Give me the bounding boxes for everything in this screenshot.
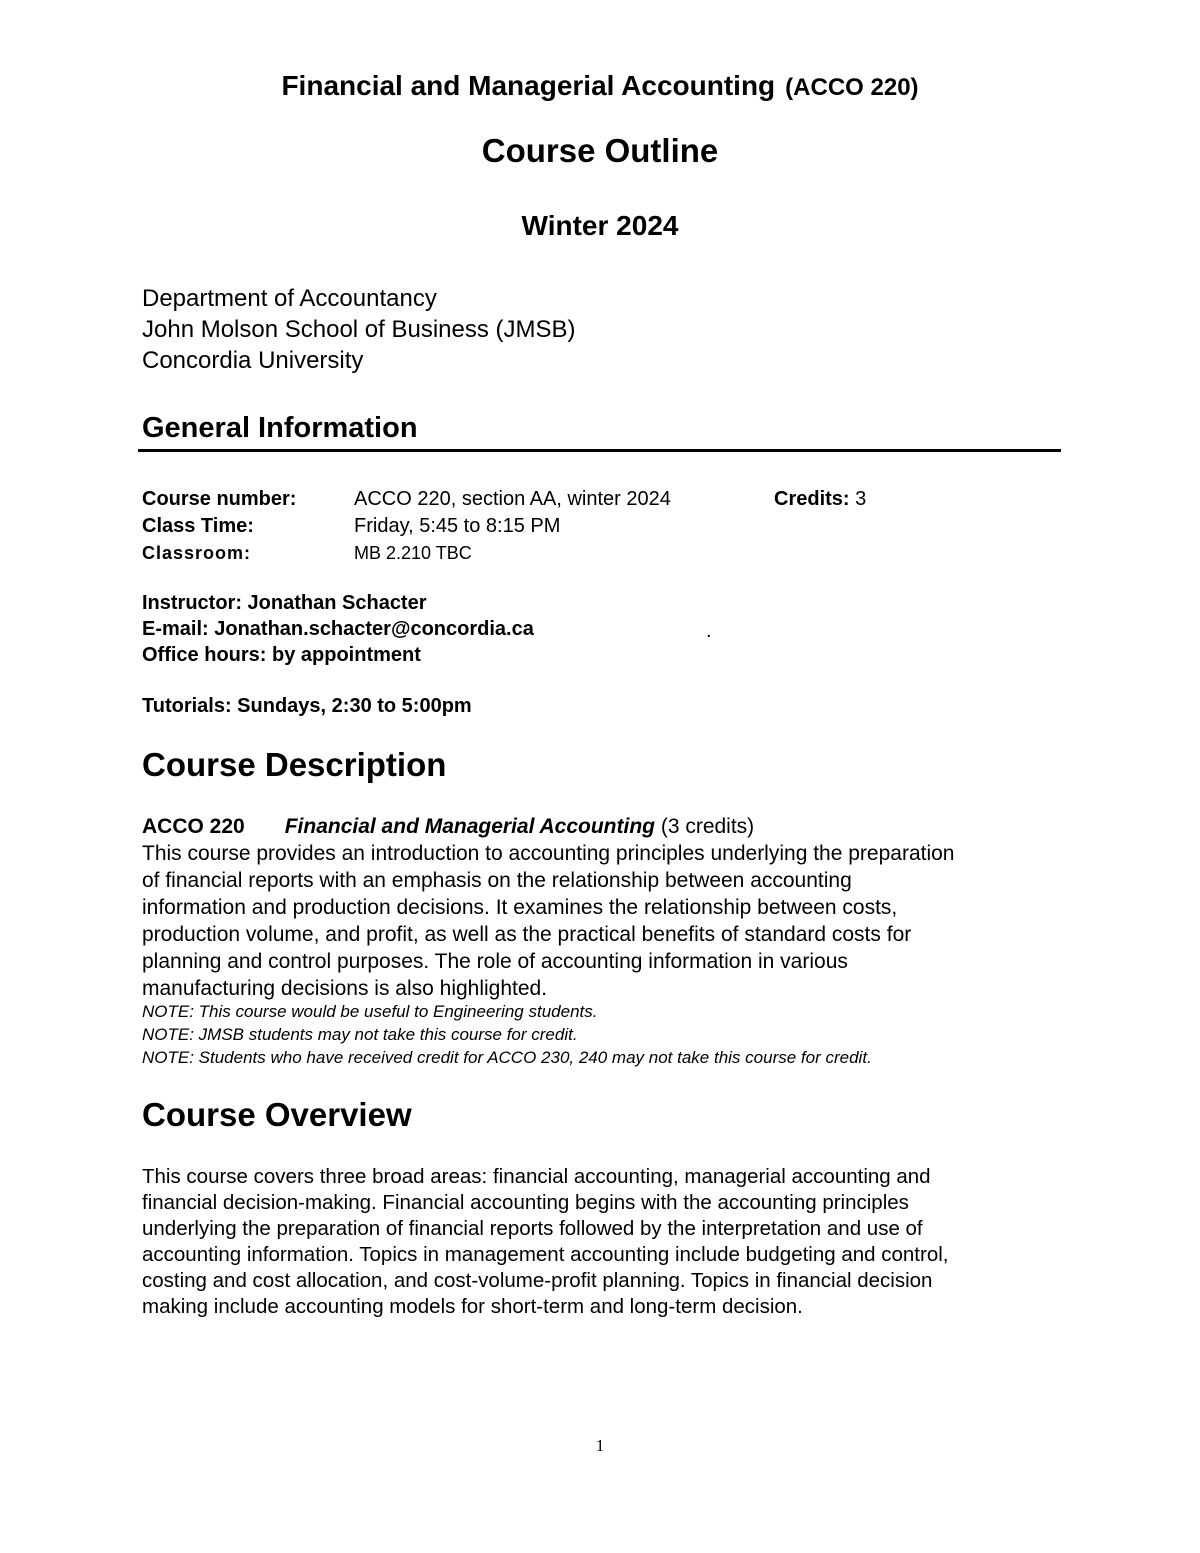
overview-line: financial decision-making. Financial accounting begins with the accounting principles (142, 1191, 909, 1214)
email-line: E-mail: Jonathan.schacter@concordia.ca (142, 618, 534, 640)
general-information-heading: General Information (142, 412, 418, 444)
section-divider (138, 449, 1061, 452)
course-overview-heading: Course Overview (142, 1096, 412, 1133)
course-description-text (142, 840, 1062, 1002)
office-hours-line: Office hours: by appointment (142, 644, 421, 666)
course-description-heading: Course Description (142, 746, 447, 783)
catalog-course-name: Financial and Managerial Accounting (284, 815, 655, 838)
course-code: (ACCO 220) (785, 74, 919, 101)
description-line: information and production decisions. It examines the relationship between costs, (142, 896, 898, 919)
credits-label: Credits: (774, 488, 850, 510)
credits-value: 3 (855, 488, 867, 510)
class-time-label: Class Time: (142, 515, 254, 537)
classroom-value: MB 2.210 TBC (354, 543, 472, 563)
credits-info (774, 488, 866, 511)
course-note: NOTE: This course would be useful to Engineering students. (142, 1002, 598, 1021)
instructor-line: Instructor: Jonathan Schacter (142, 592, 427, 614)
overview-line: This course covers three broad areas: financial accounting, managerial accounting and (142, 1165, 931, 1188)
course-note: NOTE: Students who have received credit for ACCO 230, 240 may not take this course for credit. (142, 1048, 872, 1067)
document-type-heading: Course Outline (481, 132, 719, 169)
overview-line: costing and cost allocation, and cost-volume-profit planning. Topics in financial decision (142, 1269, 933, 1292)
course-title-text: Financial and Managerial Accounting (281, 70, 776, 101)
overview-line: making include accounting models for short-term and long-term decision. (142, 1295, 803, 1318)
university-name: Concordia University (142, 347, 364, 374)
stray-dot: . (706, 620, 712, 642)
school-name: John Molson School of Business (JMSB) (142, 316, 576, 343)
course-note: NOTE: JMSB students may not take this course for credit. (142, 1025, 578, 1044)
course-overview-text (142, 1164, 1062, 1320)
description-line: planning and control purposes. The role of accounting information in various (142, 950, 848, 973)
description-line: This course provides an introduction to accounting principles underlying the preparation (142, 842, 955, 865)
tutorials-line: Tutorials: Sundays, 2:30 to 5:00pm (142, 695, 472, 717)
course-notes (142, 1000, 872, 1069)
description-line: manufacturing decisions is also highlighted. (142, 977, 548, 1000)
course-title (0, 70, 1200, 102)
description-line: production volume, and profit, as well as the practical benefits of standard costs for (142, 923, 912, 946)
course-number-label: Course number: (142, 488, 297, 510)
department-name: Department of Accountancy (142, 285, 437, 312)
overview-line: accounting information. Topics in management accounting include budgeting and control, (142, 1243, 949, 1266)
description-line: of financial reports with an emphasis on the relationship between accounting (142, 869, 852, 892)
classroom-label: Classroom: (142, 543, 252, 563)
term-heading: Winter 2024 (521, 210, 679, 241)
catalog-course-credits: (3 credits) (660, 815, 755, 838)
course-catalog-line (142, 815, 754, 839)
overview-line: underlying the preparation of financial reports followed by the interpretation and use of (142, 1217, 923, 1240)
course-number-value: ACCO 220, section AA, winter 2024 (354, 488, 671, 510)
catalog-course-code: ACCO 220 (142, 815, 245, 838)
class-time-value: Friday, 5:45 to 8:15 PM (354, 515, 561, 537)
page-number: 1 (595, 1436, 605, 1455)
